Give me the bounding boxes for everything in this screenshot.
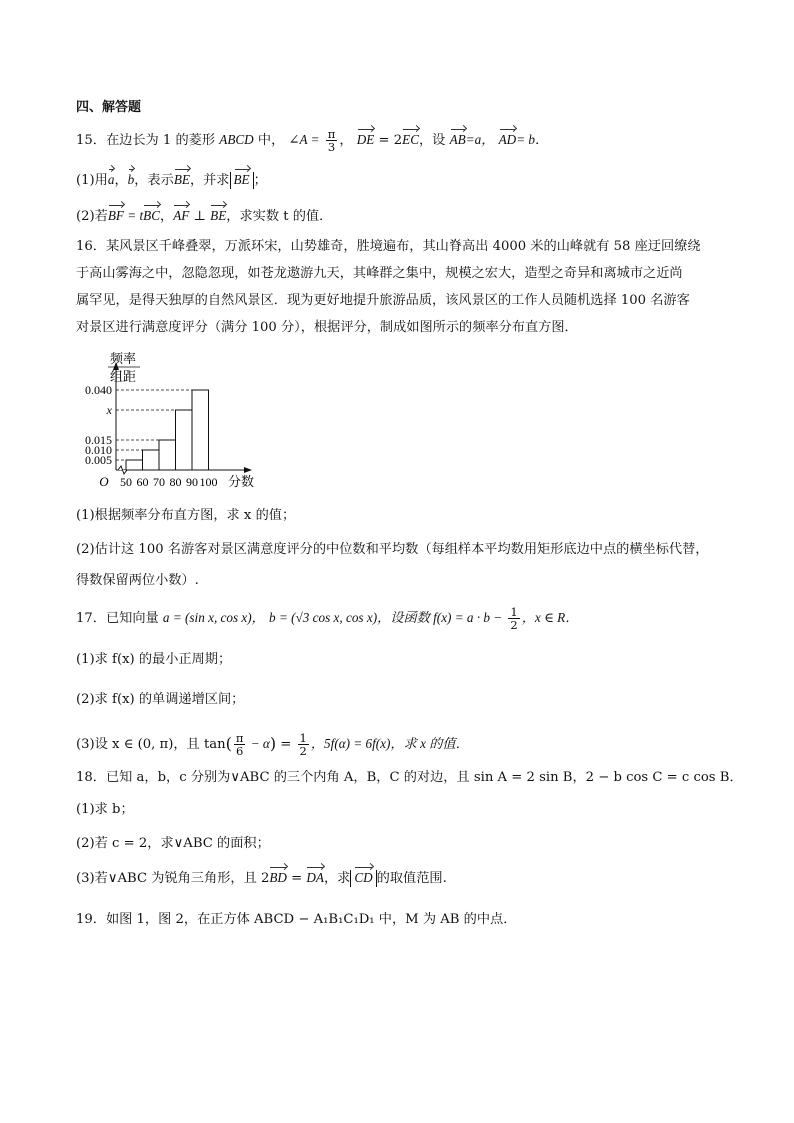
q17-half-num: 1 bbox=[510, 605, 518, 619]
q15-p1-mid: ，表示 bbox=[134, 173, 174, 188]
q15-angle: ∠A = bbox=[288, 132, 320, 147]
q17-part1: (1)求 f(x) 的最小正周期； bbox=[76, 652, 232, 667]
histogram-bar bbox=[176, 410, 193, 470]
q17-stem bbox=[76, 606, 578, 631]
q18-p3-pre: (3)若∨ABC 为锐角三角形，且 2 bbox=[76, 871, 270, 886]
q15-p2-end: ，求实数 t 的值． bbox=[226, 209, 333, 224]
q15-vec-ab: AB bbox=[450, 130, 466, 150]
q17-domain: ，x ∈ R． bbox=[521, 610, 579, 625]
x-tick-label: 50 bbox=[120, 475, 132, 489]
histogram-bar bbox=[159, 440, 176, 470]
q15-p2-vec-bc: BC bbox=[143, 206, 160, 226]
y-tick-label: 0.005 bbox=[85, 453, 112, 467]
q17-p3-pre: (3)设 x ∈ (0, π)，且 tan bbox=[76, 737, 226, 752]
histogram-bar bbox=[126, 460, 143, 470]
q15-vec-de: DE bbox=[357, 130, 375, 150]
q15-vec-ec: EC bbox=[402, 130, 419, 150]
y-label-bottom: 组距 bbox=[110, 369, 137, 384]
y-tick-label: 0.015 bbox=[85, 433, 112, 447]
q15-p1-pre: (1)用 bbox=[76, 173, 108, 188]
q15-p2-pre: (2)若 bbox=[76, 209, 108, 224]
q16-line-1: 16．某风景区千峰叠翠，万派环宋，山势雄奇，胜境遍布，其山脊高出 4000 米的山峰就有 58 座迂回缭绕 bbox=[76, 239, 701, 254]
q19-stem: 19．如图 1，图 2，在正方体 ABCD − A₁B₁C₁D₁ 中，M 为 AB 的中点． bbox=[76, 912, 517, 927]
q16-part2-line2: 得数保留两位小数）. bbox=[76, 573, 199, 588]
q18-p3-eq: = bbox=[286, 871, 307, 886]
q17-intro: 17．已知向量 bbox=[76, 611, 159, 626]
q18-part3 bbox=[76, 868, 447, 889]
q15-p1-vec-be: BE bbox=[174, 170, 190, 190]
q18-p3-mid: ，求 bbox=[323, 871, 351, 886]
q16-part2-line1: (2)估计这 100 名游客对景区满意度评分的中位数和平均数（每组样本平均数用矩形底边中点的横坐标代替， bbox=[76, 542, 709, 557]
q15-vec-ad: AD bbox=[499, 130, 517, 150]
q17-alpha: − α bbox=[247, 736, 270, 751]
x-tick-label: 70 bbox=[153, 475, 165, 489]
q17-pi-sixth bbox=[234, 732, 246, 757]
q15-p1-a: a bbox=[108, 170, 115, 190]
q17-vector-b-and-f: b = (√3 cos x, cos x)，设函数 f(x) = a · b − bbox=[269, 610, 503, 625]
q17-half-den: 2 bbox=[510, 618, 518, 632]
section-title: 四、解答题 bbox=[76, 100, 142, 115]
q15-angle-fraction bbox=[326, 128, 338, 153]
frequency-histogram bbox=[70, 352, 270, 500]
q15-p2-sep: ， bbox=[160, 209, 174, 224]
q15-p1-end: ； bbox=[253, 173, 267, 188]
x-tick-label: 90 bbox=[186, 475, 198, 489]
q17-p3-half-den: 2 bbox=[299, 744, 307, 758]
q17-p3-half bbox=[298, 732, 309, 757]
q17-p3-half-num: 1 bbox=[299, 731, 307, 745]
q15-mid: 中， bbox=[257, 133, 285, 148]
q15-eq1: = 2 bbox=[374, 133, 403, 148]
q17-p3-eq: = bbox=[276, 737, 292, 752]
q18-p3-end: 的取值范围. bbox=[376, 871, 447, 886]
q15-p1-mid2: ，并求 bbox=[189, 173, 230, 188]
q15-eq-a: =a， bbox=[465, 132, 495, 147]
x-axis-arrow bbox=[244, 467, 252, 473]
x-tick-label: 60 bbox=[136, 475, 149, 489]
q17-p3-end: ，5f(α) = 6f(x)，求 x 的值． bbox=[310, 736, 469, 751]
y-tick-label: 0.010 bbox=[85, 443, 112, 457]
q17-part3: (3)设 x ∈ (0, π)，且 tan( $\frac{\pi}{6}$ − α) = $\frac{1}{2}$ ，5f(α) = 6f(x)，求 x 的值． bbox=[76, 731, 469, 758]
q17-six: 6 bbox=[235, 744, 244, 758]
q15-intro: 15．在边长为 1 的菱形 bbox=[76, 133, 216, 148]
q17-pi: π bbox=[235, 731, 244, 745]
q15-p1-b: b bbox=[128, 170, 135, 190]
origin-label: O bbox=[99, 474, 109, 489]
q18-vec-bd: BD bbox=[269, 868, 287, 888]
q18-part1: (1)求 b； bbox=[76, 802, 134, 817]
q15-set: ，设 bbox=[419, 133, 446, 148]
q15-p2-perp: ⊥ bbox=[189, 209, 211, 224]
q17-half bbox=[508, 606, 519, 631]
x-axis-label: 分数 bbox=[228, 474, 255, 489]
q18-stem: 18．已知 a，b，c 分别为∨ABC 的三个内角 A，B，C 的对边，且 sin A = 2 sin B，2 − b cos C = c cos B． bbox=[76, 770, 743, 785]
y-label-top: 频率 bbox=[110, 352, 137, 366]
q15-part1 bbox=[76, 170, 267, 191]
q16-part1: (1)根据频率分布直方图，求 x 的值； bbox=[76, 508, 296, 523]
q15-angle-num: π bbox=[327, 127, 336, 141]
q16-line-2: 于高山雾海之中，忽隐忽现，如苍龙遨游九天，其峰群之集中，规模之宏大，造型之奇异和离城市之近尚 bbox=[76, 266, 683, 281]
q15-p2-eq: = t bbox=[124, 208, 144, 223]
q18-part2: (2)若 c = 2，求∨ABC 的面积； bbox=[76, 836, 270, 851]
q16-line-4: 对景区进行满意度评分（满分 100 分），根据评分，制成如图所示的频率分布直方图． bbox=[76, 320, 578, 335]
q15-stem: 15．在边长为 1 的菱形 ABCD 中， ∠A = $\frac{\pi}{3}$ ， DE = 2EC，设 AB=a， AD= b． bbox=[76, 127, 549, 154]
q15-part2 bbox=[76, 206, 332, 227]
y-tick-label: 0.040 bbox=[85, 383, 112, 397]
q17-part2: (2)求 f(x) 的单调递增区间； bbox=[76, 692, 245, 707]
histogram-bar bbox=[192, 390, 209, 470]
histogram-bar bbox=[143, 450, 160, 470]
q18-vec-da: DA bbox=[306, 868, 324, 888]
q15-p2-vec-af: AF bbox=[173, 206, 189, 226]
y-tick-label: x bbox=[106, 403, 112, 417]
q16-line-3: 属罕见，是得天独厚的自然风景区．现为更好地提升旅游品质，该风景区的工作人员随机选择 100 名游客 bbox=[76, 293, 690, 308]
q15-p1-abs-be: BE bbox=[234, 170, 250, 190]
q15-p2-vec-be: BE bbox=[210, 206, 226, 226]
q15-eq-b: = b． bbox=[516, 132, 549, 147]
q15-p2-vec-bf: BF bbox=[108, 206, 124, 226]
q17-vector-a: a = (sin x, cos x)， bbox=[162, 610, 265, 625]
q15-p1-sep: ， bbox=[114, 173, 128, 188]
x-tick-label: 80 bbox=[169, 475, 182, 489]
q18-abs-cd: CD bbox=[354, 868, 372, 888]
x-tick-label: 100 bbox=[199, 475, 218, 489]
q15-figure: ABCD bbox=[219, 132, 254, 147]
q15-angle-den: 3 bbox=[327, 140, 336, 154]
